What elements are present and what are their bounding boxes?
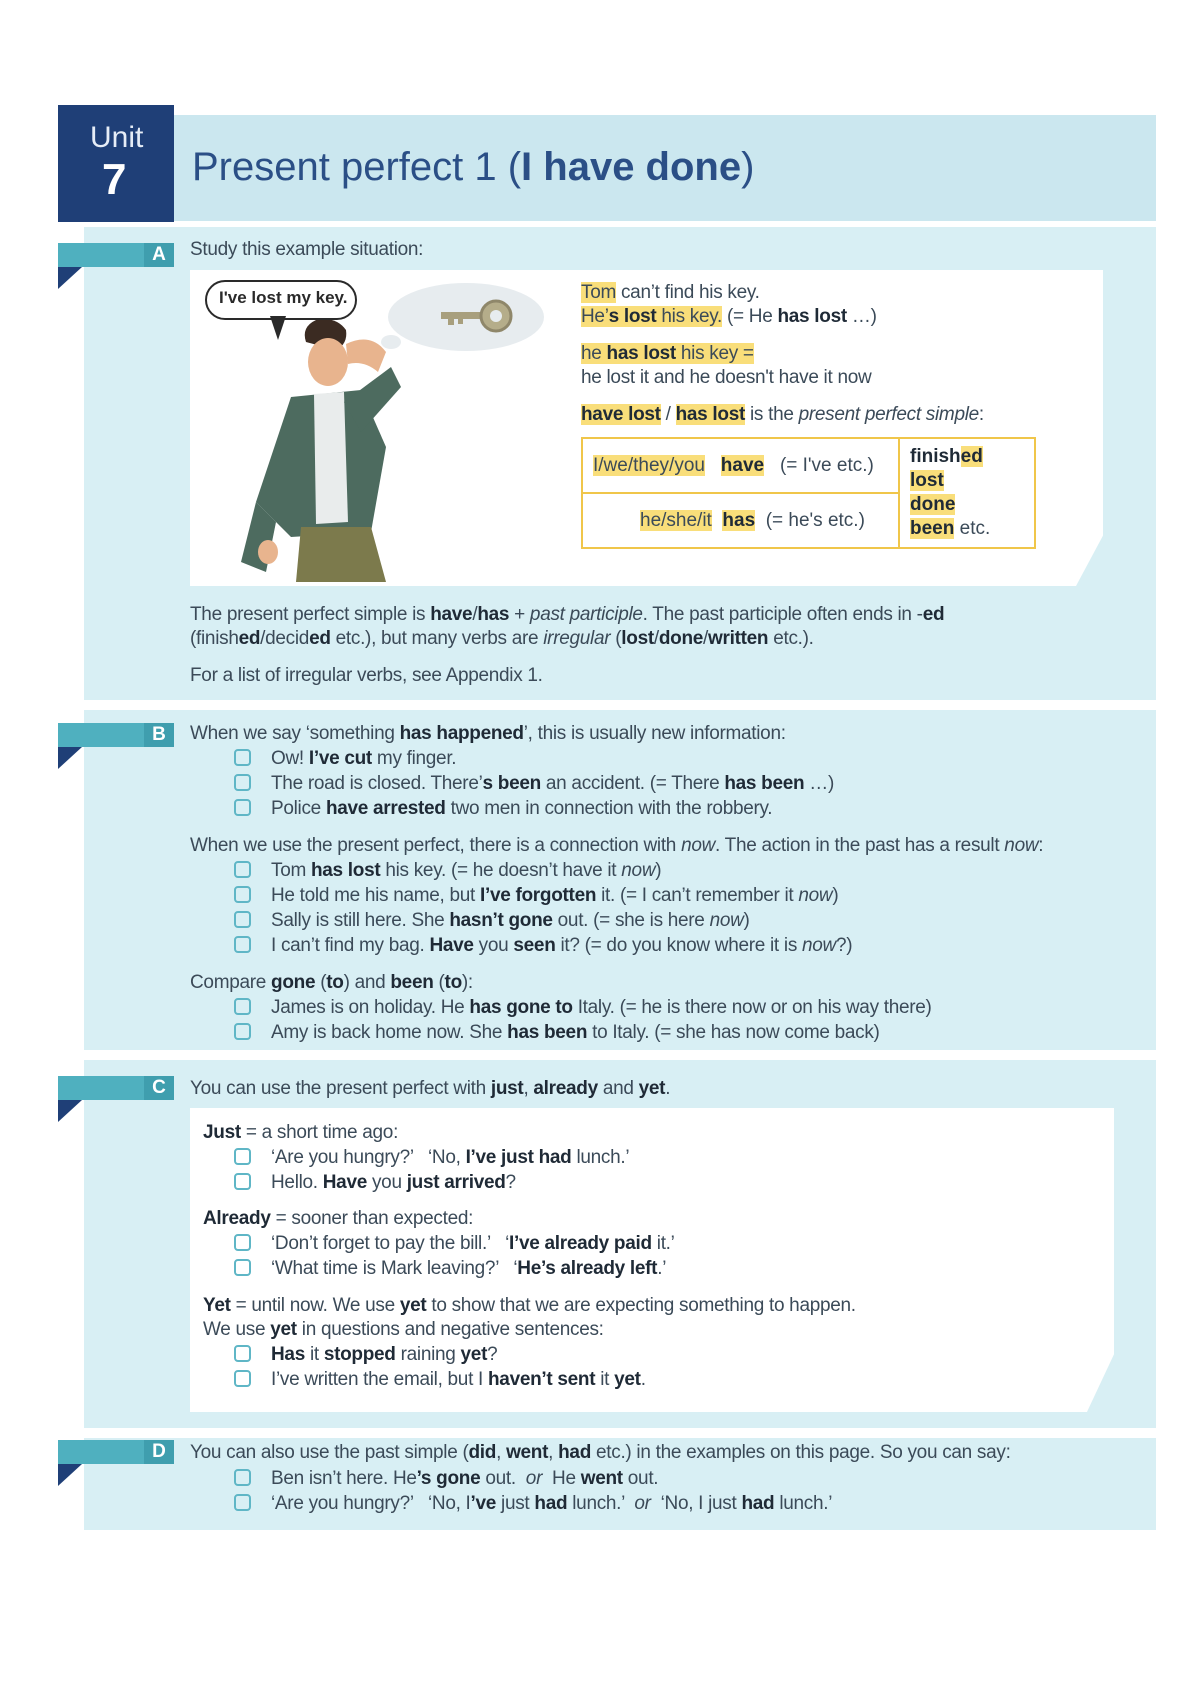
section-c-tab: C — [58, 1076, 174, 1100]
example-line-1: Tom can’t find his key. — [581, 282, 760, 303]
already-heading: Already = sooner than expected: — [203, 1208, 474, 1229]
unit-number: 7 — [102, 155, 127, 204]
bullet-icon — [234, 1259, 251, 1276]
section-a-intro: Study this example situation: — [190, 239, 424, 260]
section-b-example: He told me his name, but I’ve forgotten it. (= I can’t remember it now) — [234, 883, 838, 908]
bullet-icon — [234, 774, 251, 791]
bullet-icon — [234, 799, 251, 816]
bullet-icon — [234, 1494, 251, 1511]
section-b-example: The road is closed. There’s been an accident. (= There has been …) — [234, 771, 834, 796]
example-line-4: have lost / has lost is the present perfect simple: — [581, 404, 984, 425]
yet-heading-1: Yet = until now. We use yet to show that we are expecting something to happen. — [203, 1295, 856, 1316]
section-b-example: James is on holiday. He has gone to Italy. (= he is there now or on his way there) — [234, 995, 932, 1020]
bullet-icon — [234, 1234, 251, 1251]
bullet-icon — [234, 911, 251, 928]
bullet-icon — [234, 1023, 251, 1040]
bullet-icon — [234, 749, 251, 766]
section-b-intro-3: Compare gone (to) and been (to): — [190, 972, 473, 993]
section-a-para-3: For a list of irregular verbs, see Appendix 1. — [190, 665, 543, 686]
speech-bubble-text: I've lost my key. — [219, 288, 348, 307]
example-line-3a: he has lost his key = — [581, 343, 754, 364]
section-c-example: I’ve written the email, but I haven’t sent it yet. — [234, 1367, 646, 1392]
panel-corner-fold — [1086, 1350, 1116, 1414]
title-bar — [174, 115, 1156, 221]
section-c-example: ‘Don’t forget to pay the bill.’ ‘I’ve already paid it.’ — [234, 1231, 675, 1256]
section-d-example: ‘Are you hungry?’ ‘No, I’ve just had lunch.’ or ‘No, I just had lunch.’ — [234, 1491, 832, 1516]
panel-corner-fold — [1076, 530, 1106, 586]
section-d-example: Ben isn’t here. He’s gone out. or He went out. — [234, 1466, 658, 1491]
section-b-example: Amy is back home now. She has been to Italy. (= she has now come back) — [234, 1020, 880, 1045]
bullet-icon — [234, 1345, 251, 1362]
just-heading: Just = a short time ago: — [203, 1122, 399, 1143]
bullet-icon — [234, 1469, 251, 1486]
section-b-intro-1: When we say ‘something has happened’, this is usually new information: — [190, 723, 786, 744]
bullet-icon — [234, 998, 251, 1015]
section-a-tab-fold — [58, 267, 82, 289]
yet-heading-2: We use yet in questions and negative sentences: — [203, 1319, 604, 1340]
section-c-example: Has it stopped raining yet? — [234, 1342, 497, 1367]
example-line-2: He’s lost his key. (= He has lost …) — [581, 306, 877, 327]
page-title: Present perfect 1 (I have done) — [192, 145, 755, 189]
section-c-intro: You can use the present perfect with just, already and yet. — [190, 1078, 671, 1099]
bullet-icon — [234, 1370, 251, 1387]
section-b-tab-fold — [58, 747, 82, 769]
speech-bubble-tail — [270, 316, 286, 340]
participle-list: finished lost done been etc. — [899, 438, 1035, 548]
section-b-example: Police have arrested two men in connection with the robbery. — [234, 796, 772, 821]
section-d-intro: You can also use the past simple (did, went, had etc.) in the examples on this page. So you can say: — [190, 1442, 1011, 1463]
section-b-example: Sally is still here. She hasn’t gone out. (= she is here now) — [234, 908, 750, 933]
section-c-example: Hello. Have you just arrived? — [234, 1170, 516, 1195]
bullet-icon — [234, 1148, 251, 1165]
table-row-singular: he/she/it has (= he's etc.) — [582, 493, 899, 548]
section-a-para-1: The present perfect simple is have/has + past participle. The past participle often ends in -ed — [190, 604, 945, 625]
section-d-tab: D — [58, 1440, 174, 1464]
bullet-icon — [234, 886, 251, 903]
section-b-tab: B — [58, 723, 174, 747]
section-a-para-2: (finished/decided etc.), but many verbs are irregular (lost/done/written etc.). — [190, 628, 814, 649]
section-b-example: I can’t find my bag. Have you seen it? (= do you know where it is now?) — [234, 933, 852, 958]
section-b-example: Ow! I’ve cut my finger. — [234, 746, 456, 771]
section-d-tab-fold — [58, 1464, 82, 1486]
unit-label: Unit — [90, 121, 144, 154]
bullet-icon — [234, 861, 251, 878]
present-perfect-table — [581, 437, 1036, 549]
speech-bubble — [205, 280, 357, 320]
example-line-3b: he lost it and he doesn't have it now — [581, 367, 872, 388]
section-c-tab-fold — [58, 1100, 82, 1122]
section-c-example: ‘Are you hungry?’ ‘No, I’ve just had lunch.’ — [234, 1145, 629, 1170]
section-b-intro-2: When we use the present perfect, there is a connection with now. The action in the past has a result now: — [190, 835, 1044, 856]
bullet-icon — [234, 936, 251, 953]
section-c-example: ‘What time is Mark leaving?’ ‘He’s already left.’ — [234, 1256, 666, 1281]
unit-badge — [58, 105, 174, 222]
section-b-example: Tom has lost his key. (= he doesn’t have it now) — [234, 858, 661, 883]
bullet-icon — [234, 1173, 251, 1190]
section-a-tab: A — [58, 243, 174, 267]
table-row-plural: I/we/they/you have (= I've etc.) — [582, 438, 899, 493]
